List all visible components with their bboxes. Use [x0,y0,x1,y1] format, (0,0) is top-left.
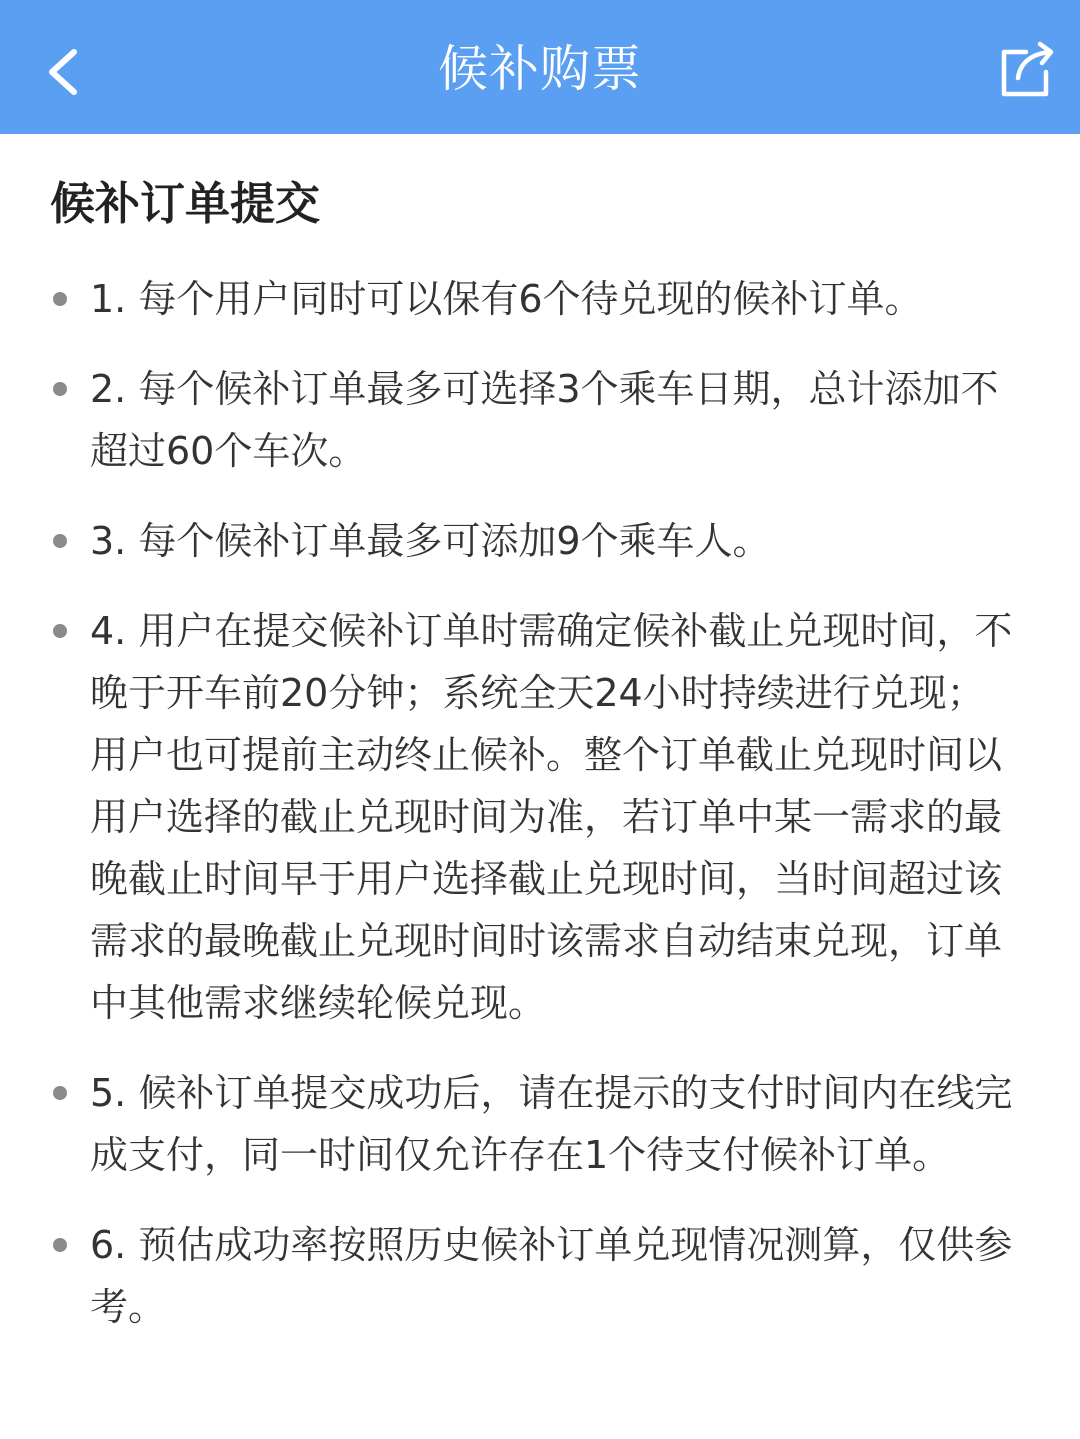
rule-text: 2. 每个候补订单最多可选择3个乘车日期，总计添加不超过60个车次。 [90,367,999,473]
rules-list [50,268,1030,1338]
bullet-dot-icon [53,292,67,306]
share-button[interactable] [996,38,1058,100]
bullet-dot-icon [53,624,67,638]
rule-text: 4. 用户在提交候补订单时需确定候补截止兑现时间，不晚于开车前20分钟；系统全天24小时持续进行兑现；用户也可提前主动终止候补。整个订单截止兑现时间以用户选择的截止兑现时间为准，若订单中某一需求的最晚截止时间早于用户选择截止兑现时间，当时间超过该需求的最晚截止兑现时间时该需求自动结束兑现，订单中其他需求继续轮候兑现。 [90,609,1013,1025]
bullet-dot-icon [53,1238,67,1252]
rule-item-2 [50,358,1016,482]
bullet-dot-icon [53,1086,67,1100]
rule-text: 1. 每个用户同时可以保有6个待兑现的候补订单。 [90,277,923,321]
rule-item-3 [50,510,1016,572]
rules-content [0,134,1080,1338]
share-icon [996,38,1058,100]
app-header [0,0,1080,134]
rule-text: 6. 预估成功率按照历史候补订单兑现情况测算，仅供参考。 [90,1223,1013,1329]
rule-item-1 [50,268,1016,330]
section-title: 候补订单提交 [50,177,321,230]
rule-item-4 [50,600,1016,1034]
rule-item-6 [50,1214,1016,1338]
rule-text: 3. 每个候补订单最多可添加9个乘车人。 [90,519,771,563]
rule-text: 5. 候补订单提交成功后，请在提示的支付时间内在线完成支付，同一时间仅允许存在1个待支付候补订单。 [90,1071,1013,1177]
rule-item-5 [50,1062,1016,1186]
page-title: 候补购票 [438,40,642,98]
bullet-dot-icon [53,382,67,396]
bullet-dot-icon [53,534,67,548]
